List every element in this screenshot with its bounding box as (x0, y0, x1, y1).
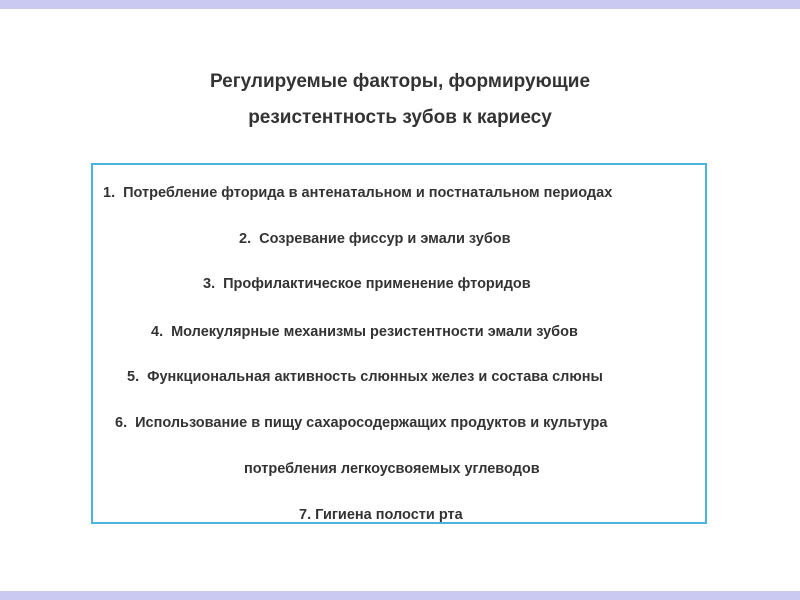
factor-text-3: Профилактическое применение фторидов (223, 276, 531, 292)
factor-text-2: Созревание фиссур и эмали зубов (259, 231, 511, 247)
factor-text-7: Гигиена полости рта (315, 507, 463, 523)
factor-item-6 (115, 414, 607, 432)
factor-item-7 (299, 506, 463, 524)
factor-text-4: Молекулярные механизмы резистентности эмали зубов (171, 324, 578, 340)
factor-number-4: 4. (151, 324, 164, 340)
factor-number-5: 5. (127, 369, 140, 385)
factor-text-5: Функциональная активность слюнных желез и состава слюны (147, 369, 603, 385)
factor-number-7: 7. (299, 507, 312, 523)
factor-number-2: 2. (239, 231, 252, 247)
factor-item-3 (203, 275, 531, 293)
factor-text-1: Потребление фторида в антенатальном и постнатальном периодах (123, 185, 613, 201)
factor-number-6: 6. (115, 415, 128, 431)
slide-title-line-2: резистентность зубов к кариесу (248, 107, 552, 128)
slide-title-line-1: Регулируемые факторы, формирующие (209, 71, 591, 92)
factor-number-3: 3. (203, 276, 216, 292)
factor-item-6-continuation (244, 460, 540, 478)
slide (0, 9, 800, 591)
factor-text-6: Использование в пищу сахаросодержащих продуктов и культура (135, 415, 608, 431)
factor-item-2 (239, 230, 511, 248)
factors-box (91, 163, 707, 524)
factor-item-1 (103, 184, 612, 202)
factor-item-5 (127, 368, 603, 386)
slide-title (0, 64, 800, 136)
factor-item-4 (151, 323, 578, 341)
factor-number-1: 1. (103, 185, 116, 201)
factor-text-6-continuation: потребления легкоусвояемых углеводов (244, 461, 540, 477)
